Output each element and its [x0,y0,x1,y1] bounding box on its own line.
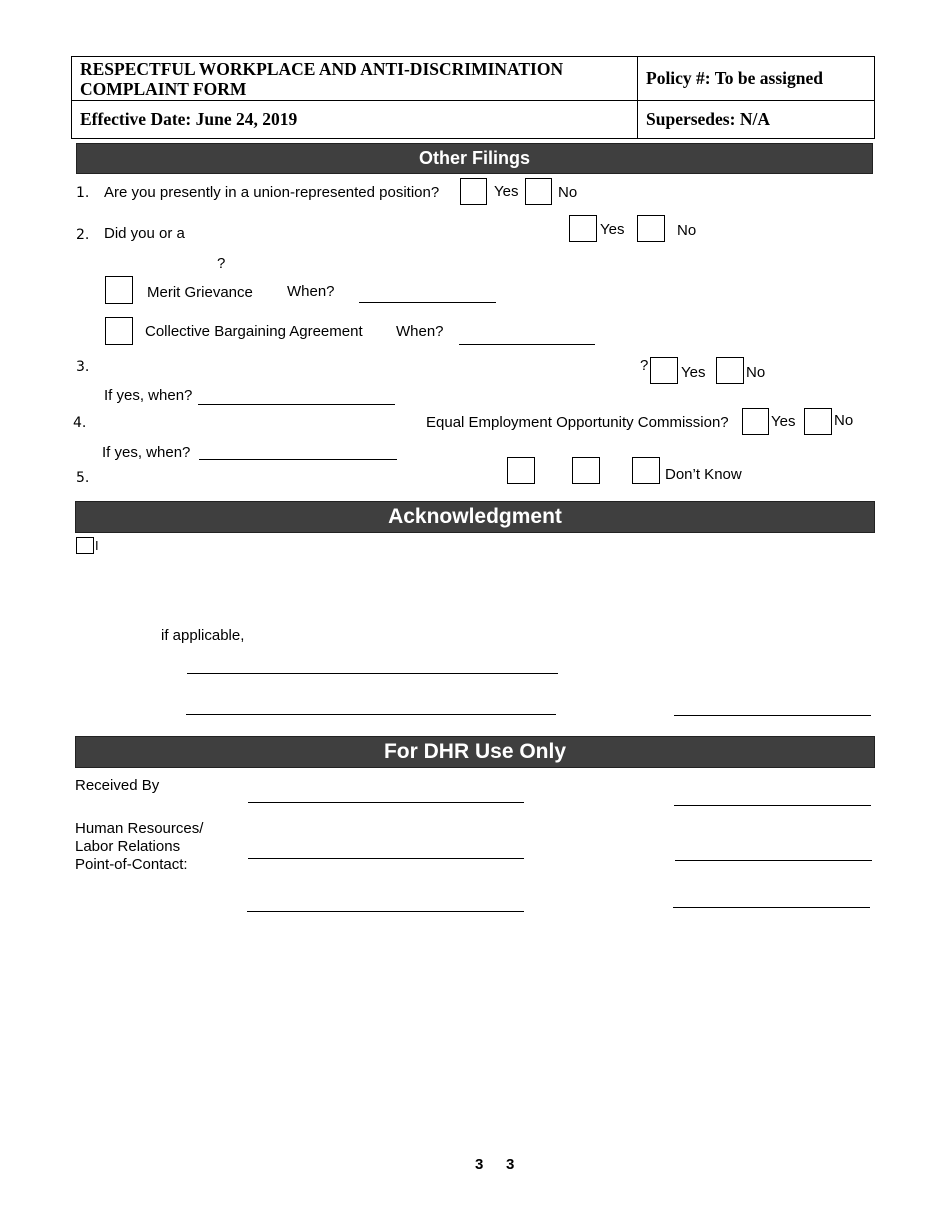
question-1-text: Are you presently in a union-represented position? [104,184,440,201]
dhr-extra-date-line[interactable] [673,907,870,908]
q1-no-label: No [558,184,578,201]
q4-no-checkbox[interactable] [804,408,832,435]
q3-no-label: No [746,364,766,381]
dhr-extra-line[interactable] [247,911,524,912]
q4-yes-checkbox[interactable] [742,408,769,435]
merit-grievance-checkbox[interactable] [105,276,133,304]
hr-contact-date-line[interactable] [675,860,872,861]
question-2-qmark: ? [217,255,226,272]
question-4-text: Equal Employment Opportunity Commission? [426,414,729,431]
dhr-use-only-heading: For DHR Use Only [75,736,875,768]
acknowledgment-checkbox-text: I [95,538,99,553]
form-header-table [71,56,875,139]
merit-grievance-label: Merit Grievance [147,284,253,301]
form-title: RESPECTFUL WORKPLACE AND ANTI-DISCRIMINATION COMPLAINT FORM [80,59,564,99]
q3-when-line[interactable] [198,404,395,405]
q3-yes-label: Yes [681,364,706,381]
merit-when-label: When? [287,283,335,300]
ack-signature-line[interactable] [187,673,558,674]
cba-when-line[interactable] [459,344,595,345]
hr-label-line1: Human Resources/ [75,820,204,837]
q2-no-checkbox[interactable] [637,215,665,242]
if-applicable-text: if applicable, [161,627,245,644]
policy-number: Policy #: To be assigned [646,68,823,88]
hr-label-line3: Point-of-Contact: [75,856,188,873]
q5-dont-know-label: Don’t Know [665,466,742,483]
ack-date-line[interactable] [674,715,871,716]
page-total: 3 [506,1156,515,1173]
merit-when-line[interactable] [359,302,496,303]
other-filings-heading: Other Filings [76,143,873,174]
q5-option1-checkbox[interactable] [507,457,535,484]
cba-when-label: When? [396,323,444,340]
cba-label: Collective Bargaining Agreement [145,323,363,340]
q3-no-checkbox[interactable] [716,357,744,384]
question-5-number: 5. [76,470,90,486]
ack-name-line[interactable] [186,714,556,715]
question-3-qmark: ? [640,357,649,374]
received-by-label: Received By [75,777,160,794]
q2-yes-label: Yes [600,221,625,238]
header-effective-cell [72,101,638,138]
q1-no-checkbox[interactable] [525,178,552,205]
q4-no-label: No [834,412,854,429]
q2-no-label: No [677,222,697,239]
header-title-cell [72,57,638,101]
q3-if-yes-label: If yes, when? [104,387,193,404]
question-2-text: Did you or a [104,225,185,242]
q4-if-yes-label: If yes, when? [102,444,191,461]
acknowledgment-heading: Acknowledgment [75,501,875,533]
header-policy-cell [638,57,874,101]
received-by-date-line[interactable] [674,805,871,806]
supersedes: Supersedes: N/A [646,109,770,129]
acknowledgment-checkbox[interactable] [76,537,94,554]
header-supersedes-cell [638,101,874,138]
q2-yes-checkbox[interactable] [569,215,597,242]
q1-yes-checkbox[interactable] [460,178,487,205]
question-2-number: 2. [76,227,90,243]
q5-dont-know-checkbox[interactable] [632,457,660,484]
hr-contact-line[interactable] [248,858,524,859]
q4-yes-label: Yes [771,413,796,430]
question-4-number: 4. [73,415,87,431]
received-by-line[interactable] [248,802,524,803]
q1-yes-label: Yes [494,183,519,200]
effective-date: Effective Date: June 24, 2019 [80,109,298,129]
hr-label-line2: Labor Relations [75,838,181,855]
cba-checkbox[interactable] [105,317,133,345]
question-1-number: 1. [76,185,90,201]
q5-option2-checkbox[interactable] [572,457,600,484]
q3-yes-checkbox[interactable] [650,357,678,384]
page-number: 3 [475,1156,484,1173]
question-3-number: 3. [76,359,90,375]
q4-when-line[interactable] [199,459,397,460]
